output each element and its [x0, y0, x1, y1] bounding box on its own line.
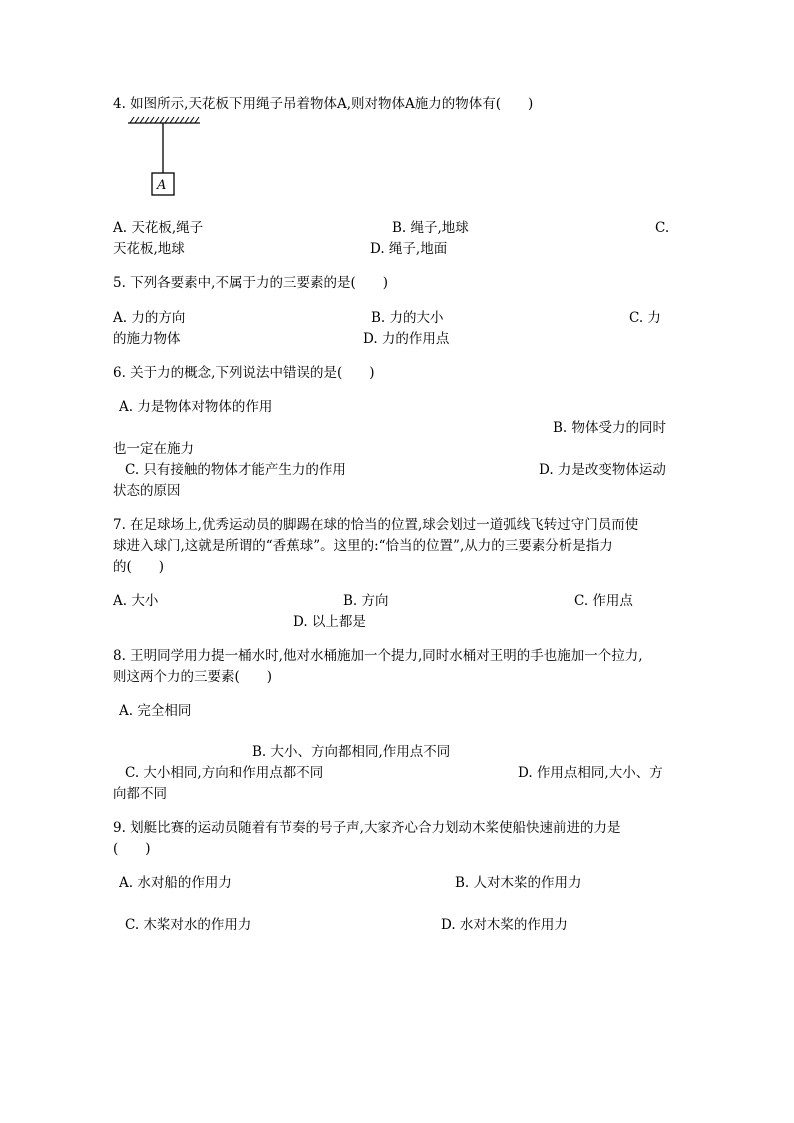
q6-option-a: A. 力是物体对物体的作用: [119, 399, 273, 415]
q6-option-b-label: B. 物体受力的同时: [553, 420, 667, 436]
q4-option-a: A. 天花板,绳子: [113, 220, 204, 236]
q7-option-d: D. 以上都是: [293, 614, 366, 630]
q5-option-c-text: 的施力物体: [113, 331, 181, 347]
q4-option-c-text: 天花板,地球: [113, 241, 185, 257]
q4-stem: 4. 如图所示,天花板下用绳子吊着物体A,则对物体A施力的物体有( ): [113, 96, 534, 112]
q6-option-c: C. 只有接触的物体才能产生力的作用: [125, 462, 346, 478]
q4-option-b: B. 绳子,地球: [392, 220, 469, 236]
q7-option-a: A. 大小: [113, 593, 159, 609]
ceiling-hatching: [128, 117, 200, 123]
q9-stem-line2: ( ): [113, 841, 151, 857]
q7-stem-line2: 球进入球门,这就是所谓的“香蕉球”。这里的:“恰当的位置”,从力的三要素分析是指力: [113, 538, 613, 554]
q9-option-a: A. 水对船的作用力: [119, 875, 232, 891]
q7-stem-line1: 7. 在足球场上,优秀运动员的脚踢在球的恰当的位置,球会划过一道弧线飞转过守门员而使: [113, 517, 639, 533]
q7-option-c: C. 作用点: [574, 593, 633, 609]
q8-option-d-text: 向都不同: [113, 786, 167, 802]
q9-stem-line1: 9. 划艇比赛的运动员随着有节奏的号子声,大家齐心合力划动木桨使船快速前进的力是: [113, 820, 621, 836]
q9-option-c: C. 木桨对水的作用力: [125, 917, 252, 933]
q8-option-c: C. 大小相同,方向和作用点都不同: [125, 765, 324, 781]
q9-option-d: D. 水对木桨的作用力: [441, 917, 568, 933]
q8-option-b: B. 大小、方向都相同,作用点不同: [252, 744, 451, 760]
q8-option-d-label: D. 作用点相同,大小、方: [518, 765, 663, 781]
q6-option-d-label: D. 力是改变物体运动: [539, 462, 666, 478]
q5-stem: 5. 下列各要素中,不属于力的三要素的是( ): [113, 275, 388, 291]
q7-option-b: B. 方向: [343, 593, 389, 609]
q5-option-a: A. 力的方向: [113, 310, 186, 326]
q5-option-c-label: C. 力: [629, 310, 661, 326]
q5-option-b: B. 力的大小: [371, 310, 444, 326]
q6-option-d-text: 状态的原因: [113, 483, 181, 499]
q4-option-d: D. 绳子,地面: [370, 241, 448, 257]
q6-stem: 6. 关于力的概念,下列说法中错误的是( ): [113, 365, 375, 381]
q9-option-b: B. 人对木桨的作用力: [455, 875, 582, 891]
q7-stem-line3: 的( ): [113, 559, 165, 575]
q4-option-c-label: C.: [655, 220, 670, 236]
q8-stem-line1: 8. 王明同学用力提一桶水时,他对水桶施加一个提力,同时水桶对王明的手也施加一个拉力,: [113, 648, 643, 664]
q8-option-a: A. 完全相同: [119, 703, 192, 719]
q5-option-d: D. 力的作用点: [363, 331, 450, 347]
q8-stem-line2: 则这两个力的三要素( ): [113, 669, 273, 685]
block-a-label: A: [157, 178, 167, 193]
q6-option-b-text: 也一定在施力: [113, 441, 194, 457]
